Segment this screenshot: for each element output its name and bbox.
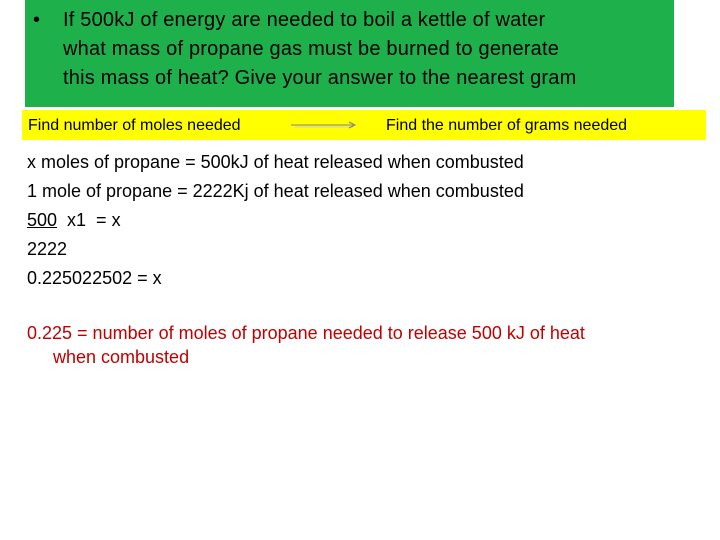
work-line-5: 0.225022502 = x [27,268,162,288]
conclusion-line-1: 0.225 = number of moles of propane needed to release 500 kJ of heat [27,323,585,343]
right-arrow-icon [289,120,361,130]
question-box [25,0,674,107]
question-line-1: If 500kJ of energy are needed to boil a kettle of water [63,9,546,31]
question-line-2: what mass of propane gas must be burned to generate [63,38,560,60]
work-line-3 [27,206,524,235]
bullet-icon: • [33,9,41,31]
question-bullet-row [31,6,664,93]
question-line-3: this mass of heat? Give your answer to the nearest gram [63,67,577,89]
work-line-2: 1 mole of propane = 2222Kj of heat released when combusted [27,181,524,201]
conclusion-text [27,321,687,369]
steps-bar [22,110,706,140]
step-find-grams: Find the number of grams needed [386,117,628,134]
question-text [63,6,576,93]
work-line-4: 2222 [27,239,68,259]
step-find-moles: Find number of moles needed [28,117,241,134]
fraction-numerator: 500 [27,210,58,230]
fraction-rest: x1 = x [57,210,121,230]
work-line-1: x moles of propane = 500kJ of heat released when combusted [27,152,524,172]
working-text [27,148,524,293]
conclusion-line-2: when combusted [53,347,190,367]
